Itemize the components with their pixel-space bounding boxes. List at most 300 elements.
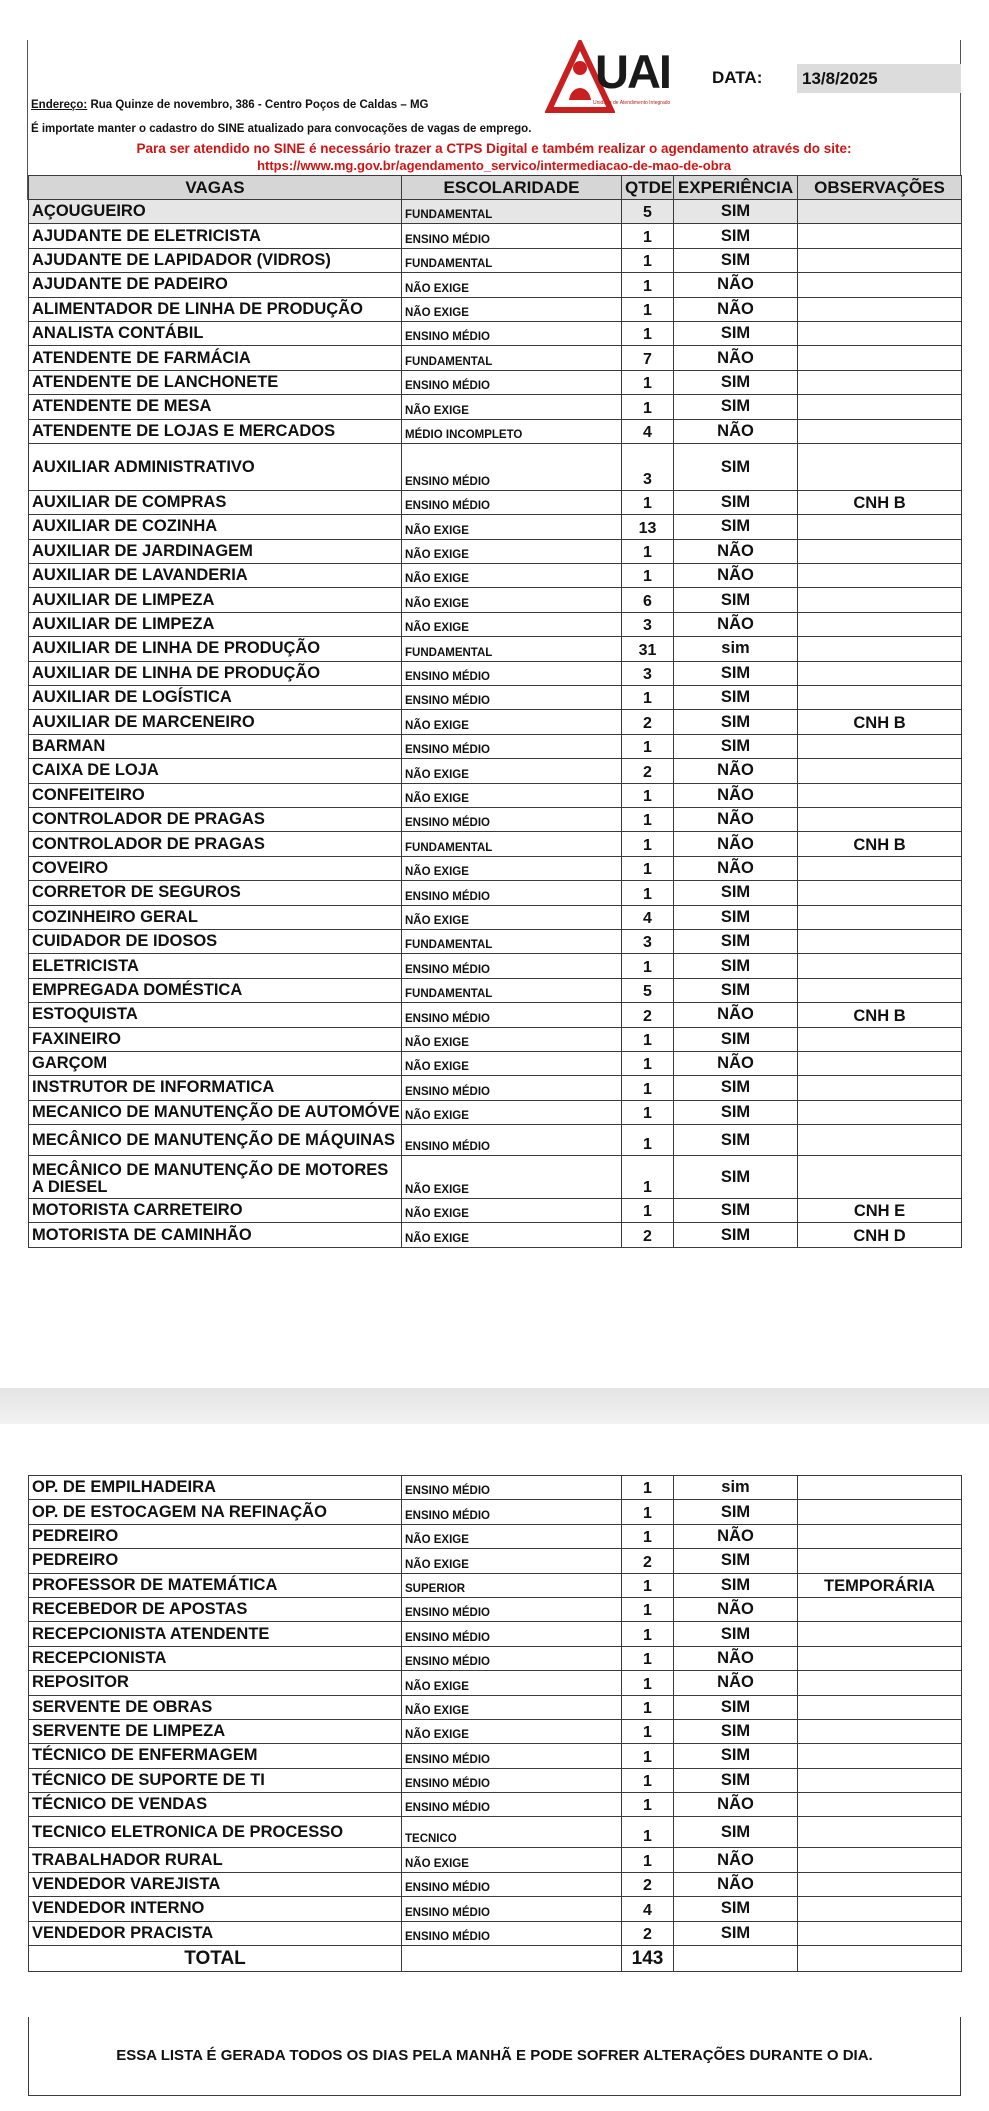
observations bbox=[798, 1897, 962, 1921]
education-level: NÃO EXIGE bbox=[402, 1027, 622, 1051]
observations bbox=[798, 200, 962, 224]
job-title: AJUDANTE DE LAPIDADOR (VIDROS) bbox=[29, 248, 402, 272]
education-level: ENSINO MÉDIO bbox=[402, 1500, 622, 1524]
experience-required: NÃO bbox=[674, 1848, 798, 1872]
quantity: 1 bbox=[622, 1125, 674, 1156]
table-row bbox=[29, 1125, 962, 1156]
observations bbox=[798, 1872, 962, 1896]
job-title: BARMAN bbox=[29, 734, 402, 758]
table-row bbox=[29, 370, 962, 394]
education-level: NÃO EXIGE bbox=[402, 1719, 622, 1743]
observations bbox=[798, 1793, 962, 1817]
experience-required: SIM bbox=[674, 321, 798, 345]
experience-required: SIM bbox=[674, 905, 798, 929]
observations bbox=[798, 248, 962, 272]
table-row bbox=[29, 881, 962, 905]
observations bbox=[798, 881, 962, 905]
quantity: 1 bbox=[622, 1744, 674, 1768]
education-level: ENSINO MÉDIO bbox=[402, 490, 622, 514]
experience-required: sim bbox=[674, 637, 798, 661]
education-level: NÃO EXIGE bbox=[402, 1695, 622, 1719]
job-title: RECEPCIONISTA bbox=[29, 1646, 402, 1670]
experience-required: SIM bbox=[674, 200, 798, 224]
observations bbox=[798, 1125, 962, 1156]
education-level: NÃO EXIGE bbox=[402, 1848, 622, 1872]
logo-text: UAI bbox=[595, 45, 670, 98]
observations bbox=[798, 564, 962, 588]
total-row bbox=[29, 1946, 962, 1972]
experience-required: SIM bbox=[674, 1549, 798, 1573]
observations bbox=[798, 954, 962, 978]
quantity: 1 bbox=[622, 734, 674, 758]
observations bbox=[798, 978, 962, 1002]
education-level: ENSINO MÉDIO bbox=[402, 1793, 622, 1817]
education-level: NÃO EXIGE bbox=[402, 905, 622, 929]
education-level: ENSINO MÉDIO bbox=[402, 734, 622, 758]
quantity: 1 bbox=[622, 1646, 674, 1670]
table-row bbox=[29, 1573, 962, 1597]
observations: CNH B bbox=[798, 832, 962, 856]
job-title: OP. DE EMPILHADEIRA bbox=[29, 1476, 402, 1500]
experience-required: SIM bbox=[674, 1156, 798, 1199]
observations bbox=[798, 1719, 962, 1743]
table-row bbox=[29, 588, 962, 612]
education-level: ENSINO MÉDIO bbox=[402, 1125, 622, 1156]
job-title: SERVENTE DE LIMPEZA bbox=[29, 1719, 402, 1743]
experience-required: NÃO bbox=[674, 612, 798, 636]
observations bbox=[798, 1622, 962, 1646]
experience-required: SIM bbox=[674, 1897, 798, 1921]
job-title: TRABALHADOR RURAL bbox=[29, 1848, 402, 1872]
quantity: 1 bbox=[622, 1848, 674, 1872]
table-row bbox=[29, 1100, 962, 1124]
quantity: 6 bbox=[622, 588, 674, 612]
job-title: MECÂNICO DE MANUTENÇÃO DE MÁQUINAS bbox=[29, 1125, 402, 1156]
experience-required: NÃO bbox=[674, 759, 798, 783]
quantity: 2 bbox=[622, 710, 674, 734]
address bbox=[31, 99, 429, 111]
job-title: COVEIRO bbox=[29, 856, 402, 880]
job-title: AUXILIAR DE LAVANDERIA bbox=[29, 564, 402, 588]
table-row bbox=[29, 1051, 962, 1075]
uai-logo bbox=[545, 40, 670, 116]
job-title: INSTRUTOR DE INFORMATICA bbox=[29, 1076, 402, 1100]
table-row bbox=[29, 248, 962, 272]
observations: CNH E bbox=[798, 1199, 962, 1223]
table-row bbox=[29, 443, 962, 490]
observations bbox=[798, 346, 962, 370]
quantity: 7 bbox=[622, 346, 674, 370]
table-row bbox=[29, 1671, 962, 1695]
education-level: ENSINO MÉDIO bbox=[402, 1872, 622, 1896]
experience-required: NÃO bbox=[674, 1524, 798, 1548]
job-title: PROFESSOR DE MATEMÁTICA bbox=[29, 1573, 402, 1597]
table-row bbox=[29, 1622, 962, 1646]
experience-required: SIM bbox=[674, 710, 798, 734]
quantity: 1 bbox=[622, 1768, 674, 1792]
education-level: ENSINO MÉDIO bbox=[402, 1597, 622, 1621]
observations: CNH B bbox=[798, 490, 962, 514]
experience-required: NÃO bbox=[674, 856, 798, 880]
experience-required: SIM bbox=[674, 1500, 798, 1524]
observations bbox=[798, 1848, 962, 1872]
table-row bbox=[29, 273, 962, 297]
quantity: 1 bbox=[622, 832, 674, 856]
observations bbox=[798, 612, 962, 636]
education-level: NÃO EXIGE bbox=[402, 710, 622, 734]
education-level: FUNDAMENTAL bbox=[402, 929, 622, 953]
observations bbox=[798, 419, 962, 443]
experience-required: SIM bbox=[674, 881, 798, 905]
experience-required: NÃO bbox=[674, 564, 798, 588]
quantity: 1 bbox=[622, 370, 674, 394]
table-row bbox=[29, 978, 962, 1002]
table-row bbox=[29, 321, 962, 345]
observations bbox=[798, 443, 962, 490]
job-title: AUXILIAR DE LINHA DE PRODUÇÃO bbox=[29, 661, 402, 685]
quantity: 1 bbox=[622, 248, 674, 272]
experience-required: SIM bbox=[674, 1817, 798, 1848]
job-title: AÇOUGUEIRO bbox=[29, 200, 402, 224]
jobs-table-body bbox=[29, 1476, 962, 1946]
experience-required: NÃO bbox=[674, 1597, 798, 1621]
observations bbox=[798, 783, 962, 807]
jobs-table bbox=[28, 175, 962, 1248]
observations bbox=[798, 637, 962, 661]
quantity: 1 bbox=[622, 321, 674, 345]
quantity: 1 bbox=[622, 1573, 674, 1597]
scheduling-link[interactable]: https://www.mg.gov.br/agendamento_servico/intermediacao-de-mao-de-obra bbox=[257, 158, 731, 173]
table-row bbox=[29, 1476, 962, 1500]
experience-required: SIM bbox=[674, 929, 798, 953]
job-title: AUXILIAR ADMINISTRATIVO bbox=[29, 443, 402, 490]
observations bbox=[798, 661, 962, 685]
experience-required: SIM bbox=[674, 1719, 798, 1743]
experience-required: NÃO bbox=[674, 297, 798, 321]
education-level: NÃO EXIGE bbox=[402, 1671, 622, 1695]
quantity: 1 bbox=[622, 1719, 674, 1743]
total-label: TOTAL bbox=[29, 1946, 402, 1972]
experience-required: NÃO bbox=[674, 807, 798, 831]
observations bbox=[798, 759, 962, 783]
table-row bbox=[29, 1549, 962, 1573]
observations bbox=[798, 1597, 962, 1621]
quantity: 1 bbox=[622, 490, 674, 514]
table-row bbox=[29, 1003, 962, 1027]
experience-required: SIM bbox=[674, 661, 798, 685]
job-title: COZINHEIRO GERAL bbox=[29, 905, 402, 929]
education-level: ENSINO MÉDIO bbox=[402, 807, 622, 831]
table-row bbox=[29, 1156, 962, 1199]
quantity: 1 bbox=[622, 1671, 674, 1695]
observations bbox=[798, 321, 962, 345]
experience-required: SIM bbox=[674, 1076, 798, 1100]
quantity: 2 bbox=[622, 1921, 674, 1945]
education-level: NÃO EXIGE bbox=[402, 856, 622, 880]
job-title: CUIDADOR DE IDOSOS bbox=[29, 929, 402, 953]
header-escolaridade: ESCOLARIDADE bbox=[402, 176, 622, 200]
table-row bbox=[29, 686, 962, 710]
observations bbox=[798, 686, 962, 710]
observations bbox=[798, 1100, 962, 1124]
header-vagas: VAGAS bbox=[29, 176, 402, 200]
experience-required: NÃO bbox=[674, 1671, 798, 1695]
observations bbox=[798, 297, 962, 321]
table-row bbox=[29, 1848, 962, 1872]
table-row bbox=[29, 224, 962, 248]
experience-required: SIM bbox=[674, 734, 798, 758]
job-title: CONTROLADOR DE PRAGAS bbox=[29, 832, 402, 856]
table-row bbox=[29, 1695, 962, 1719]
experience-required: SIM bbox=[674, 1573, 798, 1597]
table-row bbox=[29, 200, 962, 224]
experience-required: SIM bbox=[674, 954, 798, 978]
quantity: 1 bbox=[622, 1817, 674, 1848]
quantity: 2 bbox=[622, 1003, 674, 1027]
quantity: 1 bbox=[622, 686, 674, 710]
experience-required: NÃO bbox=[674, 1003, 798, 1027]
education-level: NÃO EXIGE bbox=[402, 1524, 622, 1548]
observations bbox=[798, 588, 962, 612]
job-title: AUXILIAR DE JARDINAGEM bbox=[29, 539, 402, 563]
address-label: Endereço: bbox=[31, 99, 88, 111]
table-row bbox=[29, 832, 962, 856]
table-row bbox=[29, 1719, 962, 1743]
table-row bbox=[29, 929, 962, 953]
education-level: FUNDAMENTAL bbox=[402, 346, 622, 370]
job-title: FAXINEIRO bbox=[29, 1027, 402, 1051]
job-title: ATENDENTE DE LOJAS E MERCADOS bbox=[29, 419, 402, 443]
observations bbox=[798, 807, 962, 831]
education-level: NÃO EXIGE bbox=[402, 1199, 622, 1223]
table-row bbox=[29, 1793, 962, 1817]
quantity: 13 bbox=[622, 515, 674, 539]
experience-required: NÃO bbox=[674, 273, 798, 297]
education-level: ENSINO MÉDIO bbox=[402, 1768, 622, 1792]
table-row bbox=[29, 515, 962, 539]
table-row bbox=[29, 734, 962, 758]
job-title: AJUDANTE DE ELETRICISTA bbox=[29, 224, 402, 248]
education-level: ENSINO MÉDIO bbox=[402, 1744, 622, 1768]
quantity: 1 bbox=[622, 297, 674, 321]
table-row bbox=[29, 612, 962, 636]
experience-required: NÃO bbox=[674, 346, 798, 370]
table-row bbox=[29, 419, 962, 443]
experience-required: NÃO bbox=[674, 539, 798, 563]
education-level: ENSINO MÉDIO bbox=[402, 224, 622, 248]
education-level: ENSINO MÉDIO bbox=[402, 1076, 622, 1100]
experience-required: SIM bbox=[674, 248, 798, 272]
education-level: FUNDAMENTAL bbox=[402, 200, 622, 224]
header-qtde: QTDE bbox=[622, 176, 674, 200]
education-level: FUNDAMENTAL bbox=[402, 248, 622, 272]
job-title: ATENDENTE DE FARMÁCIA bbox=[29, 346, 402, 370]
experience-required: NÃO bbox=[674, 783, 798, 807]
observations bbox=[798, 1921, 962, 1945]
table-row bbox=[29, 564, 962, 588]
education-level: ENSINO MÉDIO bbox=[402, 954, 622, 978]
date-value: 13/8/2025 bbox=[797, 64, 961, 93]
table-row bbox=[29, 490, 962, 514]
job-title: TÉCNICO DE ENFERMAGEM bbox=[29, 1744, 402, 1768]
quantity: 1 bbox=[622, 1199, 674, 1223]
education-level: SUPERIOR bbox=[402, 1573, 622, 1597]
table-row bbox=[29, 710, 962, 734]
quantity: 2 bbox=[622, 1549, 674, 1573]
job-title: TECNICO ELETRONICA DE PROCESSO bbox=[29, 1817, 402, 1848]
address-text: Rua Quinze de novembro, 386 - Centro Poços de Caldas – MG bbox=[87, 99, 429, 111]
education-level: ENSINO MÉDIO bbox=[402, 1622, 622, 1646]
education-level: MÉDIO INCOMPLETO bbox=[402, 419, 622, 443]
job-title: RECEPCIONISTA ATENDENTE bbox=[29, 1622, 402, 1646]
job-title: CAIXA DE LOJA bbox=[29, 759, 402, 783]
table-row bbox=[29, 297, 962, 321]
observations bbox=[798, 539, 962, 563]
observations bbox=[798, 1500, 962, 1524]
header-observacoes: OBSERVAÇÕES bbox=[798, 176, 962, 200]
table-row bbox=[29, 905, 962, 929]
observations: TEMPORÁRIA bbox=[798, 1573, 962, 1597]
experience-required: SIM bbox=[674, 443, 798, 490]
table-row bbox=[29, 783, 962, 807]
total-empty bbox=[402, 1946, 622, 1972]
job-title: ANALISTA CONTÁBIL bbox=[29, 321, 402, 345]
education-level: ENSINO MÉDIO bbox=[402, 321, 622, 345]
job-title: ELETRICISTA bbox=[29, 954, 402, 978]
education-level: ENSINO MÉDIO bbox=[402, 686, 622, 710]
observations bbox=[798, 1744, 962, 1768]
job-title: RECEBEDOR DE APOSTAS bbox=[29, 1597, 402, 1621]
experience-required: SIM bbox=[674, 1100, 798, 1124]
quantity: 1 bbox=[622, 1100, 674, 1124]
job-title: AUXILIAR DE COMPRAS bbox=[29, 490, 402, 514]
job-title: AUXILIAR DE LIMPEZA bbox=[29, 588, 402, 612]
education-level: ENSINO MÉDIO bbox=[402, 881, 622, 905]
job-title: AJUDANTE DE PADEIRO bbox=[29, 273, 402, 297]
education-level: NÃO EXIGE bbox=[402, 759, 622, 783]
job-title: PEDREIRO bbox=[29, 1549, 402, 1573]
observations bbox=[798, 1671, 962, 1695]
quantity: 1 bbox=[622, 954, 674, 978]
experience-required: SIM bbox=[674, 1125, 798, 1156]
education-level: NÃO EXIGE bbox=[402, 1156, 622, 1199]
job-title: MOTORISTA CARRETEIRO bbox=[29, 1199, 402, 1223]
table-row bbox=[29, 1744, 962, 1768]
experience-required: NÃO bbox=[674, 419, 798, 443]
observations bbox=[798, 273, 962, 297]
quantity: 4 bbox=[622, 419, 674, 443]
observations bbox=[798, 1646, 962, 1670]
observations bbox=[798, 1524, 962, 1548]
table-row bbox=[29, 759, 962, 783]
job-title: ALIMENTADOR DE LINHA DE PRODUÇÃO bbox=[29, 297, 402, 321]
education-level: NÃO EXIGE bbox=[402, 1100, 622, 1124]
experience-required: SIM bbox=[674, 1921, 798, 1945]
experience-required: SIM bbox=[674, 1744, 798, 1768]
table-row bbox=[29, 1897, 962, 1921]
job-title: GARÇOM bbox=[29, 1051, 402, 1075]
experience-required: NÃO bbox=[674, 1051, 798, 1075]
table-row bbox=[29, 637, 962, 661]
quantity: 1 bbox=[622, 807, 674, 831]
education-level: ENSINO MÉDIO bbox=[402, 1646, 622, 1670]
education-level: NÃO EXIGE bbox=[402, 539, 622, 563]
quantity: 31 bbox=[622, 637, 674, 661]
quantity: 1 bbox=[622, 1793, 674, 1817]
experience-required: NÃO bbox=[674, 1872, 798, 1896]
education-level: NÃO EXIGE bbox=[402, 297, 622, 321]
education-level: NÃO EXIGE bbox=[402, 1549, 622, 1573]
education-level: NÃO EXIGE bbox=[402, 273, 622, 297]
quantity: 1 bbox=[622, 856, 674, 880]
observations bbox=[798, 1156, 962, 1199]
job-title: SERVENTE DE OBRAS bbox=[29, 1695, 402, 1719]
jobs-table-body bbox=[29, 200, 962, 1248]
quantity: 1 bbox=[622, 1476, 674, 1500]
quantity: 1 bbox=[622, 395, 674, 419]
job-title: TÉCNICO DE VENDAS bbox=[29, 1793, 402, 1817]
experience-required: SIM bbox=[674, 1027, 798, 1051]
quantity: 1 bbox=[622, 539, 674, 563]
education-level: FUNDAMENTAL bbox=[402, 978, 622, 1002]
job-title: AUXILIAR DE LOGÍSTICA bbox=[29, 686, 402, 710]
quantity: 1 bbox=[622, 1622, 674, 1646]
experience-required: SIM bbox=[674, 395, 798, 419]
quantity: 1 bbox=[622, 1156, 674, 1199]
experience-required: SIM bbox=[674, 1768, 798, 1792]
quantity: 1 bbox=[622, 1051, 674, 1075]
experience-required: SIM bbox=[674, 224, 798, 248]
total-empty bbox=[798, 1946, 962, 1972]
experience-required: NÃO bbox=[674, 832, 798, 856]
header-experiencia: EXPERIÊNCIA bbox=[674, 176, 798, 200]
job-title: MECANICO DE MANUTENÇÃO DE AUTOMÓVE bbox=[29, 1100, 402, 1124]
job-title: AUXILIAR DE MARCENEIRO bbox=[29, 710, 402, 734]
observations bbox=[798, 856, 962, 880]
quantity: 2 bbox=[622, 1223, 674, 1247]
table-row bbox=[29, 1199, 962, 1223]
table-row bbox=[29, 1076, 962, 1100]
table-row bbox=[29, 856, 962, 880]
quantity: 3 bbox=[622, 443, 674, 490]
education-level: TECNICO bbox=[402, 1817, 622, 1848]
experience-required: SIM bbox=[674, 490, 798, 514]
quantity: 1 bbox=[622, 1695, 674, 1719]
quantity: 1 bbox=[622, 783, 674, 807]
education-level: FUNDAMENTAL bbox=[402, 637, 622, 661]
education-level: ENSINO MÉDIO bbox=[402, 661, 622, 685]
job-title: REPOSITOR bbox=[29, 1671, 402, 1695]
job-title: MECÂNICO DE MANUTENÇÃO DE MOTORES A DIESEL bbox=[29, 1156, 402, 1199]
job-list-page-2 bbox=[0, 1424, 989, 2111]
observations bbox=[798, 1051, 962, 1075]
table-row bbox=[29, 1921, 962, 1945]
observations bbox=[798, 370, 962, 394]
footer-note: ESSA LISTA É GERADA TODOS OS DIAS PELA MANHÃ E PODE SOFRER ALTERAÇÕES DURANTE O DIA. bbox=[116, 2047, 873, 2064]
page-separator bbox=[0, 1388, 989, 1424]
job-title: MOTORISTA DE CAMINHÃO bbox=[29, 1223, 402, 1247]
education-level: NÃO EXIGE bbox=[402, 783, 622, 807]
observations bbox=[798, 734, 962, 758]
observations bbox=[798, 1817, 962, 1848]
job-title: OP. DE ESTOCAGEM NA REFINAÇÃO bbox=[29, 1500, 402, 1524]
education-level: NÃO EXIGE bbox=[402, 1051, 622, 1075]
education-level: ENSINO MÉDIO bbox=[402, 1897, 622, 1921]
table-row bbox=[29, 807, 962, 831]
education-level: ENSINO MÉDIO bbox=[402, 1476, 622, 1500]
education-level: NÃO EXIGE bbox=[402, 395, 622, 419]
quantity: 5 bbox=[622, 978, 674, 1002]
